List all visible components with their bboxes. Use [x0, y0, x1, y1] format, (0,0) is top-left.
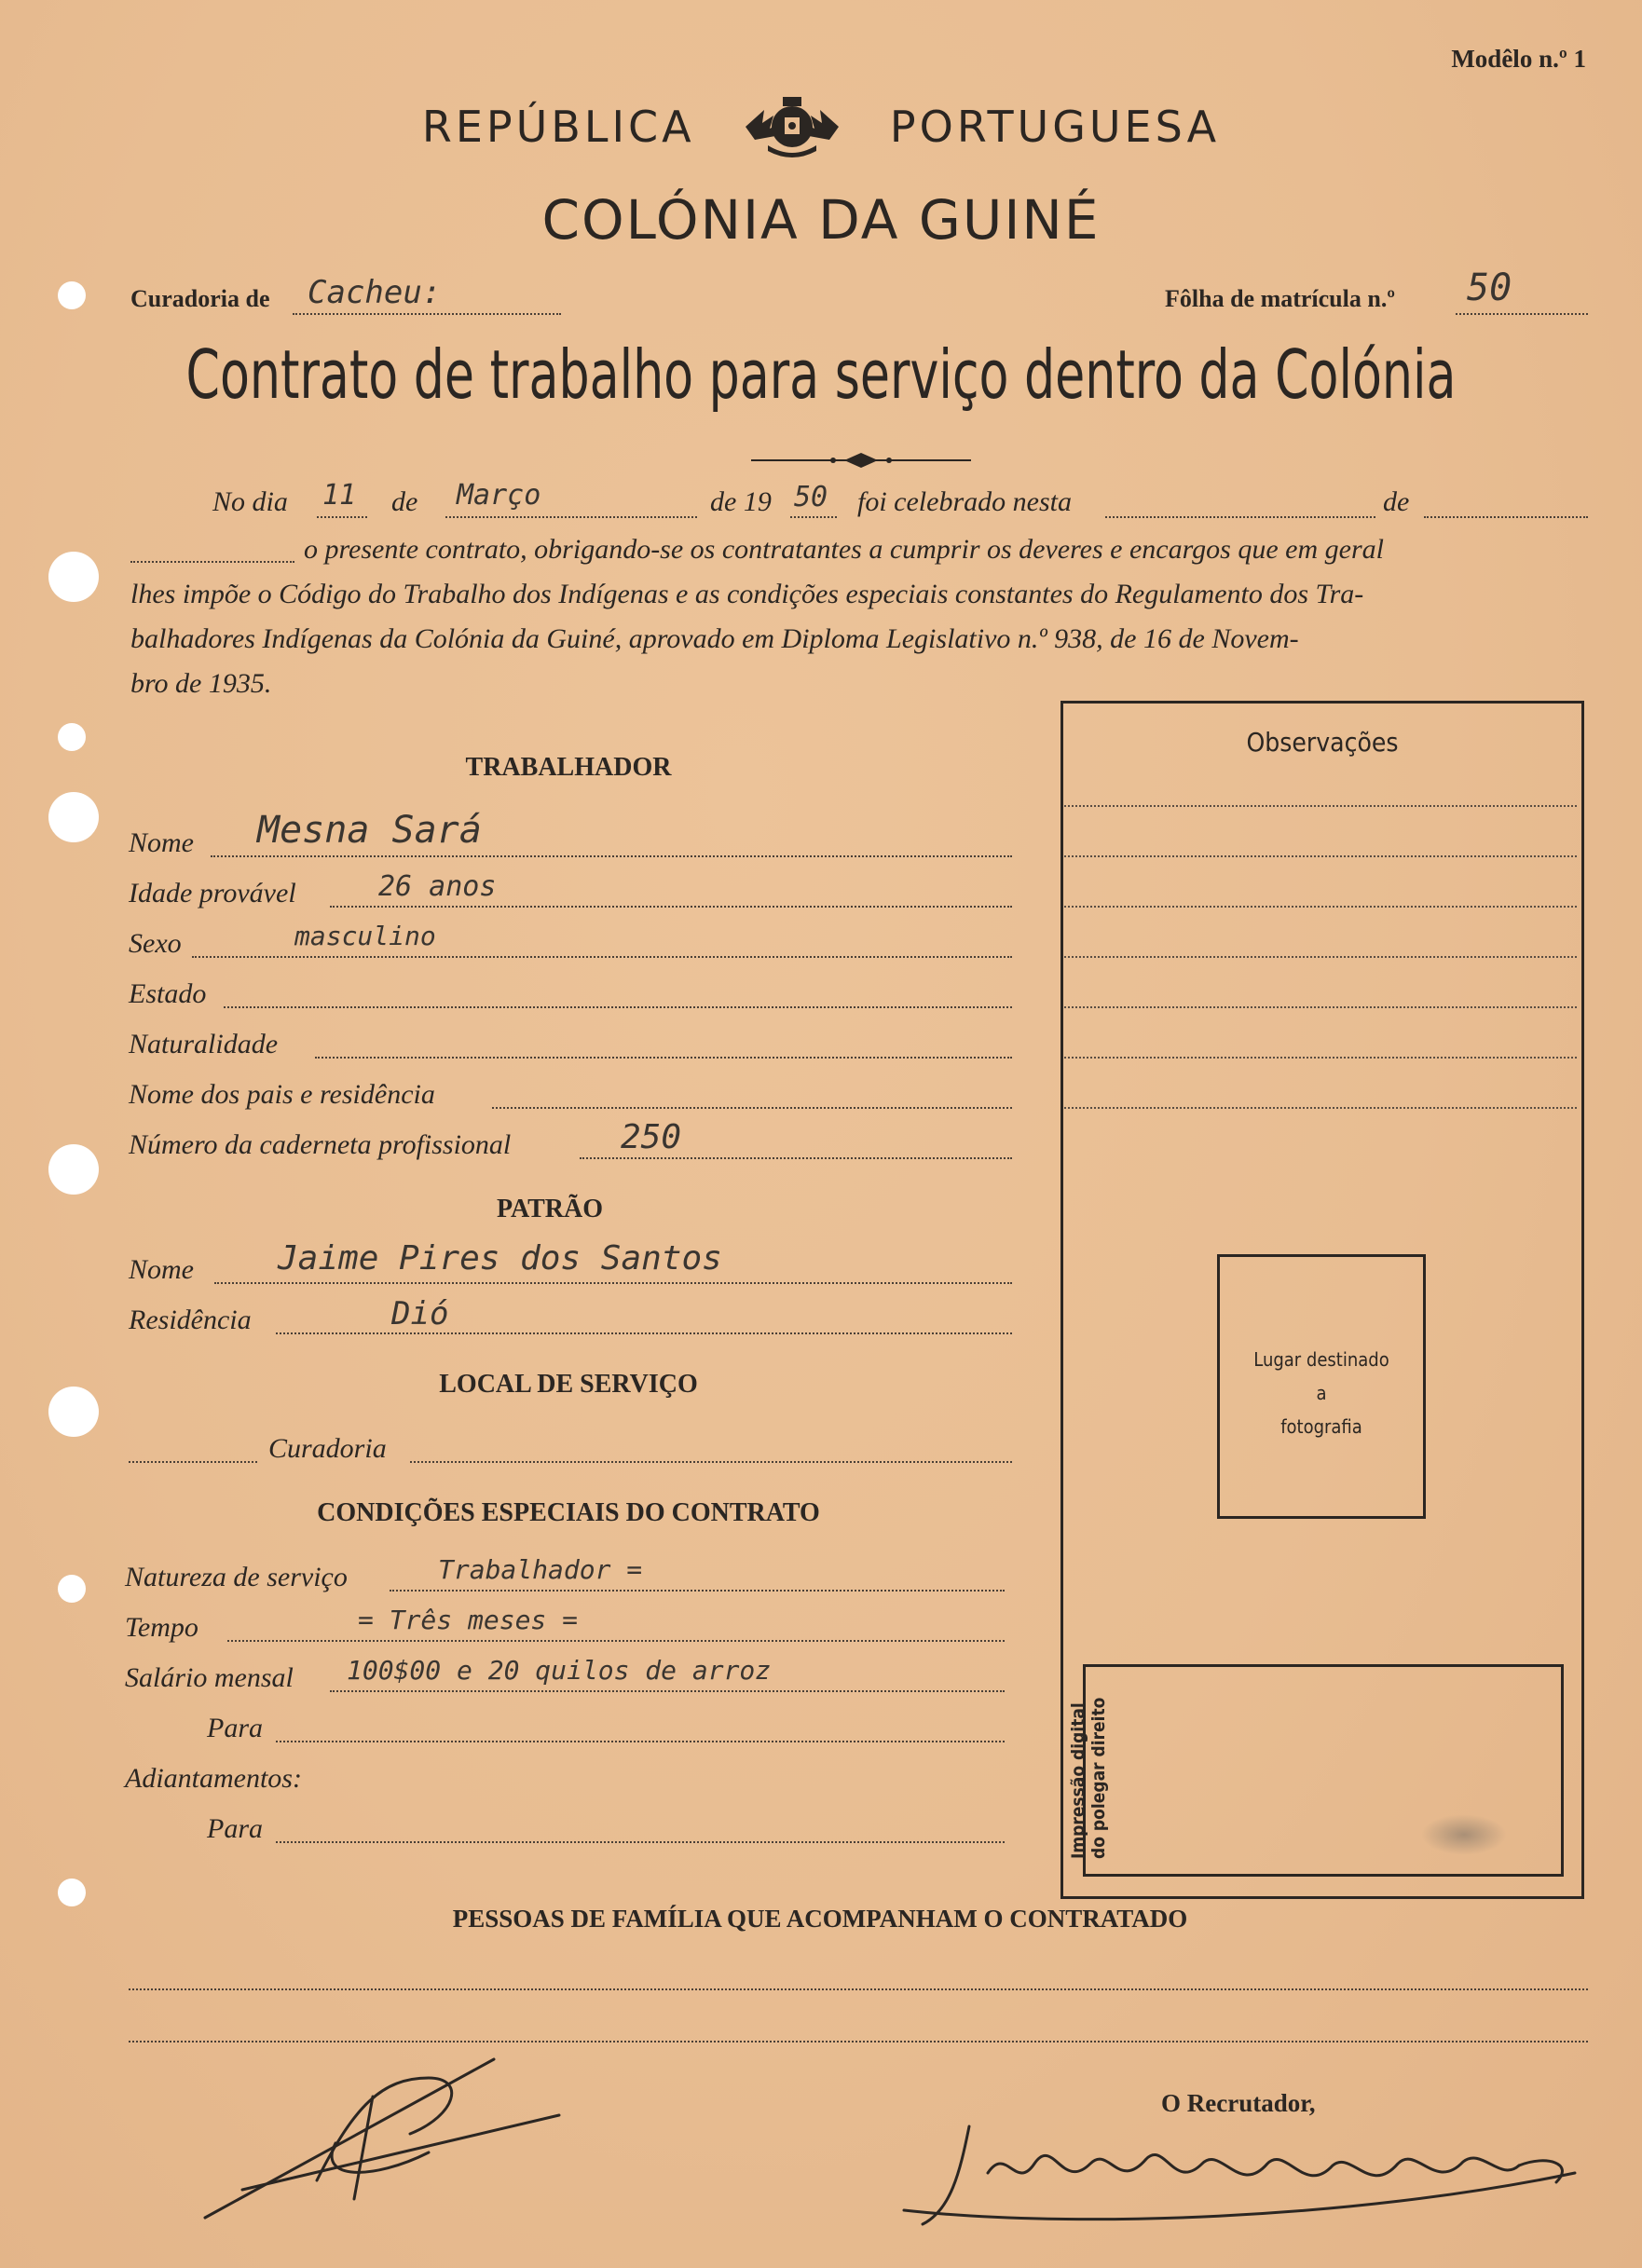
photo-line-2: a: [1316, 1382, 1327, 1404]
thumbprint-smudge: [1421, 1814, 1507, 1855]
portuguesa-word: PORTUGUESA: [889, 102, 1221, 152]
pais-line: [492, 1107, 1012, 1109]
residencia-value: Dió: [391, 1295, 449, 1332]
tempo-label: Tempo: [125, 1612, 198, 1643]
sexo-line: [192, 956, 1012, 958]
punch-hole: [48, 1387, 99, 1437]
curadoria-value: Cacheu:: [308, 274, 442, 311]
photo-line-3: fotografia: [1280, 1415, 1362, 1438]
curadoria-label: Curadoria de: [130, 285, 270, 312]
observacoes-title: Observações: [1246, 727, 1399, 758]
salario-label: Salário mensal: [125, 1662, 294, 1693]
caderneta-value: 250: [621, 1118, 682, 1156]
sexo-value: masculino: [294, 921, 436, 951]
natureza-value: Trabalhador =: [438, 1554, 643, 1585]
curadoria-line: [293, 313, 561, 315]
place-line: [1105, 516, 1375, 518]
sexo-label: Sexo: [129, 928, 182, 959]
tempo-value: = Três meses =: [358, 1605, 579, 1635]
photo-placeholder: [1217, 1254, 1426, 1519]
observacoes-line: [1064, 855, 1577, 857]
observacoes-line: [1064, 1107, 1577, 1109]
day-value: 11: [322, 479, 357, 512]
folha-label: Fôlha de matrícula n.º: [1165, 285, 1395, 312]
observacoes-line: [1064, 1006, 1577, 1008]
punch-hole: [58, 1879, 86, 1906]
trabalhador-heading: TRABALHADOR: [465, 753, 672, 782]
naturalidade-label: Naturalidade: [129, 1029, 279, 1059]
para1-label: Para: [207, 1713, 263, 1743]
idade-label: Idade provável: [129, 878, 296, 909]
familia-heading: PESSOAS DE FAMÍLIA QUE ACOMPANHAM O CONTRATADO: [452, 1905, 1188, 1933]
month-line: [445, 516, 697, 518]
familia-line: [129, 1988, 1588, 1990]
residencia-line: [276, 1332, 1012, 1334]
natureza-line: [390, 1590, 1005, 1592]
punch-hole: [58, 723, 86, 751]
patrao-nome-line: [214, 1282, 1012, 1284]
punch-hole: [48, 792, 99, 842]
intro-de-19: de 19: [710, 486, 772, 517]
pais-label: Nome dos pais e residência: [129, 1079, 435, 1110]
natureza-label: Natureza de serviço: [125, 1562, 348, 1592]
salario-value: 100$00 e 20 quilos de arroz: [347, 1655, 772, 1686]
colony-heading: COLÓNIA DA GUINÉ: [541, 188, 1101, 252]
intro-no-dia: No dia: [212, 486, 288, 517]
caderneta-line: [580, 1157, 1012, 1159]
year-line: [790, 516, 837, 518]
intro-line-4: balhadores Indígenas da Colónia da Guiné, aprovado em Diploma Legislativo n.º 938, de 16 de Novem-: [130, 623, 1299, 654]
observacoes-line: [1064, 805, 1577, 807]
idade-line: [330, 906, 1012, 908]
intro-de-2: de: [1383, 486, 1410, 517]
tempo-line: [227, 1640, 1005, 1642]
estado-line: [224, 1006, 1012, 1008]
naturalidade-line: [315, 1057, 1012, 1059]
day-line: [317, 516, 367, 518]
republica-word: REPÚBLICA: [421, 102, 695, 152]
residencia-label: Residência: [129, 1305, 252, 1335]
ornament-divider: [751, 449, 971, 471]
intro-celebrado: foi celebrado nesta: [857, 486, 1072, 517]
thumbprint-box: [1083, 1664, 1564, 1877]
intro-line-3: lhes impõe o Código do Trabalho dos Indígenas e as condições especiais constantes do Regulamento dos Tra-: [130, 579, 1364, 609]
idade-value: 26 anos: [378, 870, 497, 903]
para1-line: [276, 1741, 1005, 1742]
patrao-nome-value: Jaime Pires dos Santos: [278, 1239, 722, 1277]
nome-label: Nome: [129, 827, 194, 858]
patrao-heading: PATRÃO: [496, 1195, 604, 1223]
folha-line: [1456, 313, 1588, 315]
estado-label: Estado: [129, 978, 207, 1009]
folha-value: 50: [1467, 266, 1512, 309]
intro-de: de: [391, 486, 418, 517]
observacoes-line: [1064, 1057, 1577, 1059]
recrutador-signature: [867, 2108, 1603, 2238]
photo-line-1: Lugar destinado: [1253, 1348, 1389, 1371]
punch-hole: [58, 1575, 86, 1603]
model-number: Modêlo n.º 1: [1451, 45, 1586, 73]
para2-label: Para: [207, 1813, 263, 1844]
observacoes-line: [1064, 906, 1577, 908]
worker-mark-signature: [186, 2041, 578, 2227]
punch-hole: [48, 552, 99, 602]
coat-of-arms-icon: [736, 91, 848, 162]
intro-line-5: bro de 1935.: [130, 668, 272, 699]
thumbprint-caption-1: Impressão digital: [1068, 1702, 1088, 1859]
patrao-nome-label: Nome: [129, 1254, 194, 1285]
caderneta-label: Número da caderneta profissional: [129, 1129, 512, 1160]
local-lead-line: [129, 1461, 257, 1463]
salario-line: [330, 1690, 1005, 1692]
intro-line-2: o presente contrato, obrigando-se os contratantes a cumprir os deveres e encargos que em geral: [304, 534, 1384, 565]
adiantamentos-label: Adiantamentos:: [125, 1763, 302, 1794]
nome-value: Mesna Sará: [257, 809, 482, 852]
line2-lead: [130, 561, 294, 563]
punch-hole: [48, 1144, 99, 1195]
local-curadoria-label: Curadoria: [268, 1433, 387, 1464]
local-curadoria-line: [410, 1461, 1012, 1463]
local-heading: LOCAL DE SERVIÇO: [439, 1370, 698, 1399]
recrutador-label: O Recrutador,: [1161, 2089, 1316, 2117]
year-value: 50: [794, 481, 828, 513]
condicoes-heading: CONDIÇÕES ESPECIAIS DO CONTRATO: [317, 1498, 820, 1527]
thumbprint-caption-2: do polegar direito: [1088, 1697, 1109, 1859]
republic-heading: [0, 91, 1642, 162]
month-value: Março: [457, 479, 541, 512]
punch-hole: [58, 281, 86, 309]
contract-title: Contrato de trabalho para serviço dentro da Colónia: [185, 335, 1457, 415]
observacoes-line: [1064, 956, 1577, 958]
para2-line: [276, 1841, 1005, 1843]
region-line: [1424, 516, 1588, 518]
nome-line: [211, 855, 1012, 857]
thumbprint-caption: [1068, 1698, 1109, 1859]
